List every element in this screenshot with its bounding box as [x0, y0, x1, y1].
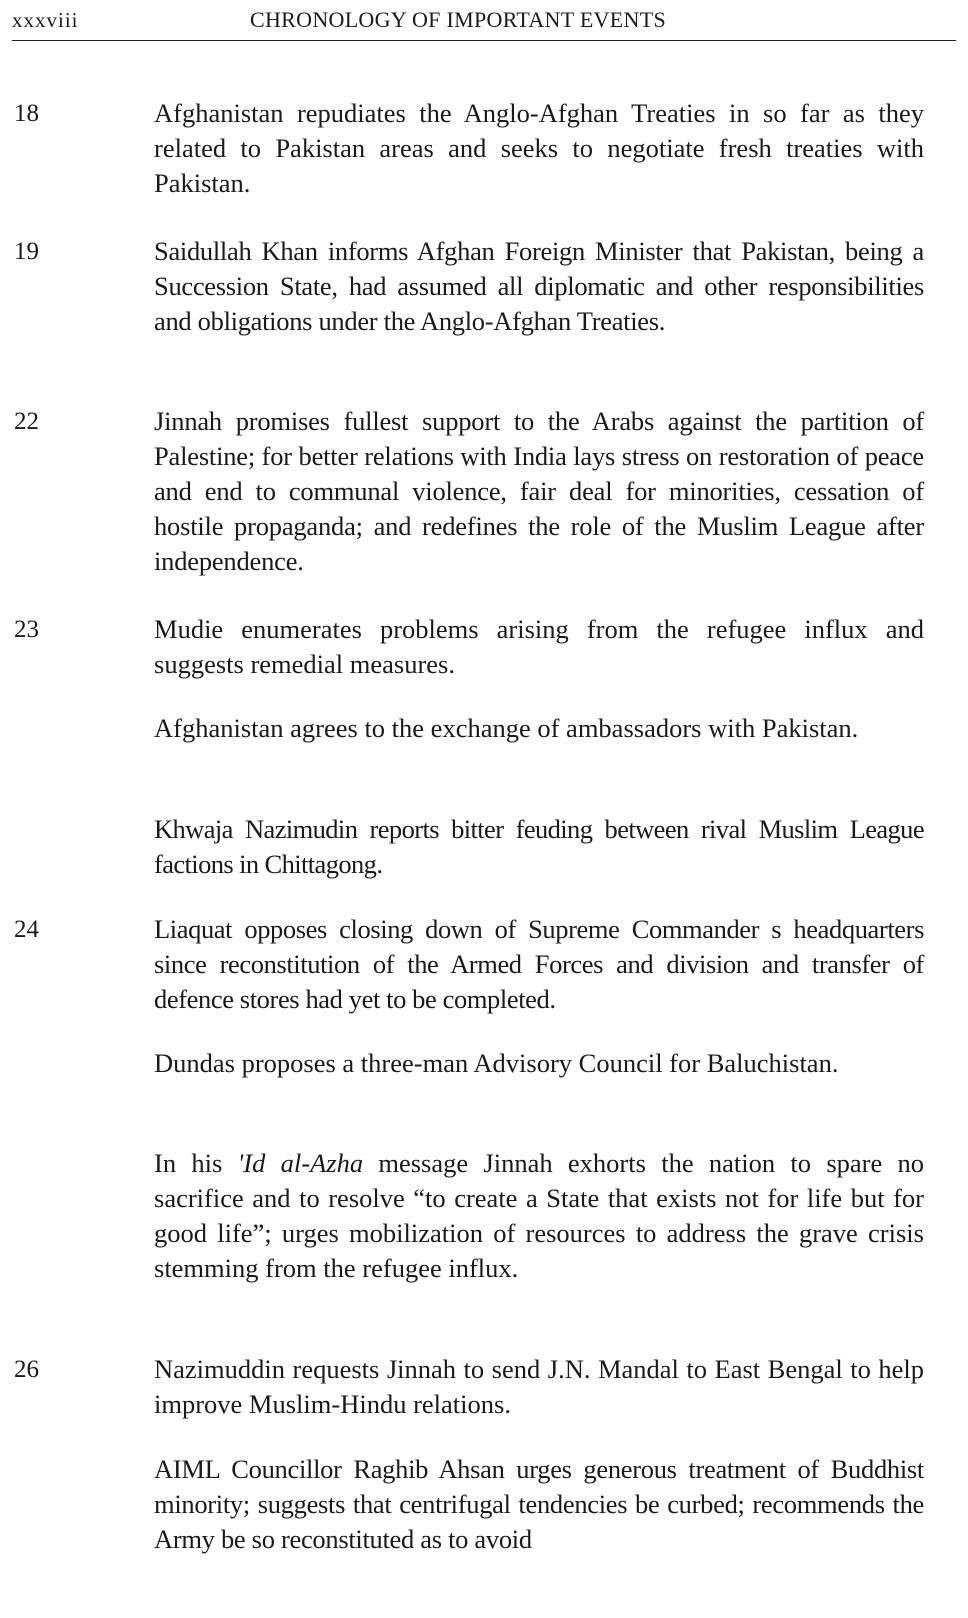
entry-text	[154, 1146, 924, 1286]
running-title: CHRONOLOGY OF IMPORTANT EVENTS	[250, 7, 666, 32]
entry-text-end: message Jinnah exhorts the nation to spare no sacrifice and to resolve “to create a State that exists not for life but for good life”; urges mobilization of resources to address the grave crisis stemming from the refugee influx.	[154, 1148, 925, 1283]
entry-text: Nazimuddin requests Jinnah to send J.N. Mandal to East Bengal to help improve Muslim-Hindu relations.	[154, 1354, 924, 1419]
entry-day: 22	[14, 408, 39, 435]
entry-day: 18	[14, 100, 39, 127]
entry-text: Afghanistan agrees to the exchange of ambassadors with Pakistan.	[154, 713, 859, 743]
entry-day: 23	[14, 616, 39, 643]
entry-text: Mudie enumerates problems arising from the refugee influx and suggests remedial measures.	[154, 614, 924, 679]
running-header	[12, 8, 956, 41]
entry-day: 26	[14, 1356, 39, 1383]
entry-day: 19	[14, 238, 39, 265]
entry-day: 24	[14, 916, 39, 943]
entry-text-start: In his	[154, 1148, 238, 1178]
entry-text: Liaquat opposes closing down of Supreme Commander s headquarters since reconstitution of the Armed Forces and division and transfer of defence stores had yet to be completed.	[154, 914, 924, 1014]
page-number: xxxviii	[12, 8, 79, 32]
entry-text: Jinnah promises fullest support to the Arabs against the partition of Palestine; for better relations with India lays stress on restoration of peace and end to communal violence, fair deal for minorities, cessation of hostile propaganda; and redefines the role of the Muslim League after independence.	[154, 406, 924, 576]
entry-text: Khwaja Nazimudin reports bitter feuding between rival Muslim League factions in Chittagong.	[154, 814, 924, 879]
entry-text-italic: 'Id al-Azha	[237, 1148, 364, 1178]
entry-text: Dundas proposes a three-man Advisory Council for Baluchistan.	[154, 1048, 839, 1078]
entry-text: Saidullah Khan informs Afghan Foreign Minister that Pakistan, being a Succession State, had assumed all diplomatic and other responsibilities and obligations under the Anglo-Afghan Treaties.	[154, 236, 924, 336]
entry-text: Afghanistan repudiates the Anglo-Afghan Treaties in so far as they related to Pakistan areas and seeks to negotiate fresh treaties with Pakistan.	[154, 98, 924, 198]
entry-text: AIML Councillor Raghib Ahsan urges generous treatment of Buddhist minority; suggests that centrifugal tendencies be curbed; recommends the Army be so reconstituted as to avoid	[154, 1454, 924, 1554]
